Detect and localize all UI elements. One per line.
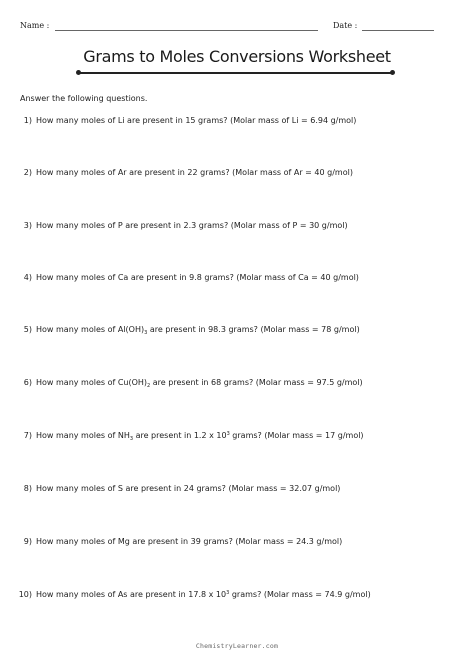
name-label: Name :: [20, 21, 50, 30]
question-number: 8): [23, 484, 32, 493]
question-text: How many moles of Li are present in 15 grams? (Molar mass of Li = 6.94 g/mol): [36, 116, 357, 125]
question-number: 2): [23, 168, 32, 177]
name-field[interactable]: [55, 30, 318, 31]
date-field[interactable]: [362, 30, 434, 31]
title-underline: [79, 72, 393, 74]
date-label: Date :: [333, 21, 358, 30]
footer-brand: ChemistryLearner.com: [195, 642, 279, 650]
question-number: 1): [23, 116, 32, 125]
question-number: 3): [23, 221, 32, 230]
instructions: Answer the following questions.: [20, 94, 148, 103]
worksheet-title: Grams to Moles Conversions Worksheet: [83, 47, 391, 66]
question-number: 6): [23, 378, 32, 387]
question-text: How many moles of Ca are present in 9.8 grams? (Molar mass of Ca = 40 g/mol): [36, 273, 359, 282]
question-text: How many moles of $Cu(OH)_2$ are present in 68 grams? (Molar mass = 97.5 g/mol): [36, 378, 363, 389]
question-number: 10): [18, 590, 32, 599]
question-number: 9): [23, 537, 32, 546]
question-text: How many moles of $Al(OH)_3$ are present in 98.3 grams? (Molar mass = 78 g/mol): [36, 325, 360, 336]
title-rule-right-dot: [390, 70, 395, 75]
question-text: How many moles of $NH_3$ are present in 1.2 x $10^3$ grams? (Molar mass = 17 g/mol): [36, 431, 364, 442]
question-number: 4): [23, 273, 32, 282]
question-number: 7): [23, 431, 32, 440]
question-text: How many moles of P are present in 2.3 grams? (Molar mass of P = 30 g/mol): [36, 221, 348, 230]
question-text: How many moles of As are present in 17.8 x $10^3$ grams? (Molar mass = 74.9 g/mol): [36, 590, 371, 599]
question-text: How many moles of Mg are present in 39 grams? (Molar mass = 24.3 g/mol): [36, 537, 343, 546]
question-text: How many moles of S are present in 24 grams? (Molar mass = 32.07 g/mol): [36, 484, 341, 493]
question-number: 5): [23, 325, 32, 334]
question-text: How many moles of Ar are present in 22 grams? (Molar mass of Ar = 40 g/mol): [36, 168, 353, 177]
